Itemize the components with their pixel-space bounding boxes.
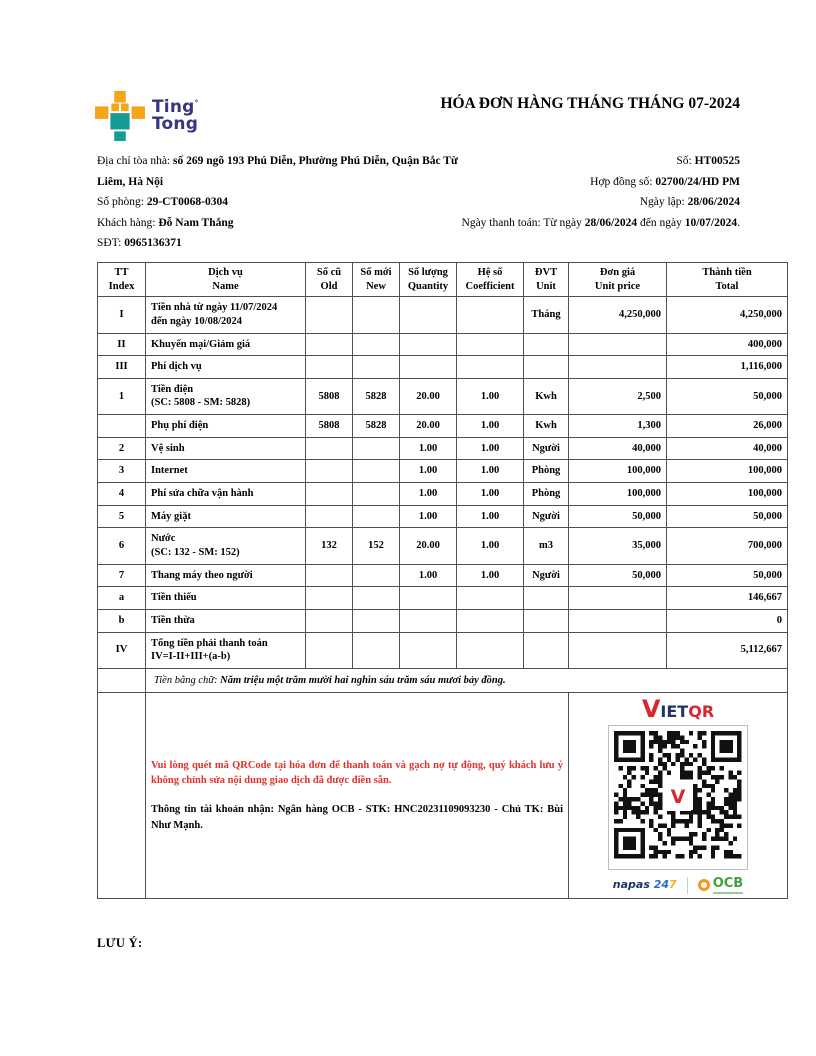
column-header: Số lượng Quantity	[400, 263, 457, 297]
cell-old-reading	[306, 587, 353, 610]
table-row	[98, 564, 788, 587]
cell-index: 5	[98, 505, 146, 528]
cell-service-name: Phụ phí điện	[146, 415, 306, 438]
table-row	[98, 297, 788, 333]
qr-footer	[613, 877, 743, 894]
cell-new-reading	[353, 437, 400, 460]
cell-unit-price: 40,000	[569, 437, 667, 460]
ocb-logo-icon	[698, 879, 710, 891]
cell-unit: Kwh	[524, 378, 569, 414]
bank-account-info: Thông tin tài khoản nhận: Ngân hàng OCB - STK: HNC20231109093230 - Chủ TK: Bùi Như Mạnh.	[151, 804, 563, 831]
column-header: Số cũ Old	[306, 263, 353, 297]
customer-name: Khách hàng: Đỗ Nam Thắng	[97, 216, 234, 229]
invoice-number: Số: HT00525	[676, 155, 740, 167]
payment-period: Ngày thanh toán: Từ ngày 28/06/2024 đến ngày 10/07/2024.	[461, 216, 740, 229]
cell-coefficient: 1.00	[457, 415, 524, 438]
cell-unit-price: 50,000	[569, 505, 667, 528]
cell-coefficient	[457, 333, 524, 356]
cell-total: 50,000	[667, 505, 788, 528]
cell-unit-price: 35,000	[569, 528, 667, 564]
amount-in-words-row	[98, 668, 788, 693]
cell-quantity	[400, 333, 457, 356]
cell-index: 7	[98, 564, 146, 587]
qr-payment-warning: Vui lòng quét mã QRCode tại hóa đơn để thanh toán và gạch nợ tự động, quý khách lưu ý không chỉnh sửa nội dung giao dịch đã được điền sẵn.	[151, 759, 563, 787]
invoice-table	[97, 262, 788, 899]
cell-unit-price: 1,300	[569, 415, 667, 438]
notes-heading: LƯU Ý:	[97, 936, 143, 950]
cell-quantity	[400, 297, 457, 333]
table-row	[98, 356, 788, 379]
table-row	[98, 632, 788, 668]
cell-new-reading	[353, 587, 400, 610]
cell-coefficient: 1.00	[457, 528, 524, 564]
logo-reg-mark: °	[194, 98, 199, 108]
cell-unit	[524, 632, 569, 668]
cell-index: 3	[98, 460, 146, 483]
cell-quantity	[400, 609, 457, 632]
column-header: Số mới New	[353, 263, 400, 297]
cell-coefficient	[457, 587, 524, 610]
column-header: Thành tiền Total	[667, 263, 788, 297]
cell-service-name: Thang máy theo người	[146, 564, 306, 587]
cell-new-reading: 152	[353, 528, 400, 564]
table-row	[98, 587, 788, 610]
cell-old-reading	[306, 564, 353, 587]
cell-old-reading	[306, 297, 353, 333]
cell-coefficient: 1.00	[457, 483, 524, 506]
cell-unit	[524, 609, 569, 632]
contract-number: Hợp đồng số: 02700/24/HD PM	[590, 175, 740, 188]
napas-247-logo: napas 247	[612, 878, 677, 892]
cell-new-reading	[353, 460, 400, 483]
cell-new-reading	[353, 564, 400, 587]
cell-new-reading	[353, 632, 400, 668]
cell-coefficient	[457, 632, 524, 668]
building-address: Địa chỉ tòa nhà: số 269 ngõ 193 Phú Diễn, Phường Phú Diễn, Quận Bắc Từ Liêm, Hà Nội	[97, 155, 458, 188]
tingtong-logo-icon	[95, 90, 145, 142]
cell-service-name: Nước (SC: 132 - SM: 152)	[146, 528, 306, 564]
cell-total: 50,000	[667, 564, 788, 587]
table-row	[98, 415, 788, 438]
cell-unit-price	[569, 632, 667, 668]
column-header: ĐVT Unit	[524, 263, 569, 297]
cell-coefficient: 1.00	[457, 564, 524, 587]
cell-service-name: Tiền thiếu	[146, 587, 306, 610]
tingtong-logo	[95, 90, 199, 142]
cell-index: 2	[98, 437, 146, 460]
cell-old-reading	[306, 460, 353, 483]
cell-unit: Người	[524, 505, 569, 528]
vietqr-panel	[569, 693, 788, 898]
cell-quantity: 1.00	[400, 483, 457, 506]
cell-new-reading	[353, 505, 400, 528]
cell-unit: Phòng	[524, 460, 569, 483]
cell-service-name: Khuyến mại/Giảm giá	[146, 333, 306, 356]
table-row	[98, 460, 788, 483]
cell-index: 1	[98, 378, 146, 414]
cell-quantity: 20.00	[400, 378, 457, 414]
invoice-title: HÓA ĐƠN HÀNG THÁNG THÁNG 07-2024	[440, 95, 740, 112]
cell-service-name: Phí dịch vụ	[146, 356, 306, 379]
qr-code	[608, 725, 748, 869]
column-header: Hệ số Coefficient	[457, 263, 524, 297]
invoice-meta	[395, 151, 740, 233]
cell-coefficient	[457, 609, 524, 632]
cell-service-name: Tiền thừa	[146, 609, 306, 632]
cell-coefficient	[457, 297, 524, 333]
table-row	[98, 437, 788, 460]
table-row	[98, 528, 788, 564]
cell-service-name: Phí sửa chữa vận hành	[146, 483, 306, 506]
cell-total: 700,000	[667, 528, 788, 564]
room-number: Số phòng: 29-CT0068-0304	[97, 196, 228, 208]
table-row	[98, 333, 788, 356]
divider	[687, 877, 688, 894]
cell-unit	[524, 587, 569, 610]
header	[95, 90, 740, 142]
ocb-subtext	[713, 892, 743, 894]
cell-index: IV	[98, 632, 146, 668]
cell-index: I	[98, 297, 146, 333]
cell-total: 40,000	[667, 437, 788, 460]
cell-quantity	[400, 632, 457, 668]
cell-unit: Phòng	[524, 483, 569, 506]
cell-old-reading	[306, 632, 353, 668]
vietqr-center-v-icon: V	[665, 785, 691, 811]
column-header: Dịch vụ Name	[146, 263, 306, 297]
tingtong-logo-text: Ting° Tong	[152, 97, 199, 134]
cell-service-name: Tổng tiền phải thanh toán IV=I-II+III+(a-b)	[146, 632, 306, 668]
cell-index: 6	[98, 528, 146, 564]
cell-total: 100,000	[667, 460, 788, 483]
table-row	[98, 483, 788, 506]
amount-in-words: Tiền bằng chữ: Năm triệu một trăm mười hai nghìn sáu trăm sáu mươi bảy đồng.	[146, 668, 788, 693]
column-header: TT Index	[98, 263, 146, 297]
table-row	[98, 378, 788, 414]
cell-unit-price: 100,000	[569, 460, 667, 483]
cell-unit	[524, 333, 569, 356]
cell-service-name: Internet	[146, 460, 306, 483]
cell-total: 4,250,000	[667, 297, 788, 333]
cell-service-name: Máy giặt	[146, 505, 306, 528]
cell-new-reading	[353, 333, 400, 356]
issue-date: Ngày lập: 28/06/2024	[639, 196, 740, 208]
cell-coefficient: 1.00	[457, 505, 524, 528]
payment-row	[98, 693, 788, 898]
cell-index: II	[98, 333, 146, 356]
cell-new-reading: 5828	[353, 415, 400, 438]
ocb-logo: OCB	[698, 877, 744, 894]
cell-quantity: 1.00	[400, 564, 457, 587]
cell-index: 4	[98, 483, 146, 506]
invoice-table-head-row	[98, 263, 788, 297]
cell-unit-price	[569, 609, 667, 632]
cell-old-reading	[306, 483, 353, 506]
cell-total: 100,000	[667, 483, 788, 506]
cell-quantity	[400, 356, 457, 379]
cell-unit: Người	[524, 437, 569, 460]
table-row	[98, 609, 788, 632]
cell-old-reading: 5808	[306, 415, 353, 438]
cell-unit: Tháng	[524, 297, 569, 333]
cell-unit-price	[569, 587, 667, 610]
cell-old-reading	[306, 333, 353, 356]
cell-old-reading	[306, 609, 353, 632]
customer-phone: SĐT: 0965136371	[97, 237, 182, 249]
cell-unit-price: 100,000	[569, 483, 667, 506]
cell-new-reading	[353, 483, 400, 506]
cell-total: 50,000	[667, 378, 788, 414]
cell-quantity: 20.00	[400, 415, 457, 438]
cell-total: 146,667	[667, 587, 788, 610]
cell-total: 5,112,667	[667, 632, 788, 668]
column-header: Đơn giá Unit price	[569, 263, 667, 297]
cell-quantity	[400, 587, 457, 610]
cell-quantity: 1.00	[400, 437, 457, 460]
cell-coefficient	[457, 356, 524, 379]
cell-new-reading	[353, 297, 400, 333]
cell-quantity: 20.00	[400, 528, 457, 564]
cell-unit-price: 2,500	[569, 378, 667, 414]
cell-unit-price: 4,250,000	[569, 297, 667, 333]
cell-old-reading: 132	[306, 528, 353, 564]
cell-unit	[524, 356, 569, 379]
cell-unit: Người	[524, 564, 569, 587]
cell-unit: Kwh	[524, 415, 569, 438]
cell-unit-price	[569, 356, 667, 379]
cell-total: 0	[667, 609, 788, 632]
empty-cell	[98, 693, 146, 898]
payment-instructions	[146, 693, 569, 898]
cell-index: b	[98, 609, 146, 632]
cell-coefficient: 1.00	[457, 437, 524, 460]
cell-total: 1,116,000	[667, 356, 788, 379]
cell-coefficient: 1.00	[457, 378, 524, 414]
cell-service-name: Tiền nhà từ ngày 11/07/2024 đến ngày 10/08/2024	[146, 297, 306, 333]
cell-old-reading: 5808	[306, 378, 353, 414]
cell-total: 400,000	[667, 333, 788, 356]
cell-coefficient: 1.00	[457, 460, 524, 483]
cell-new-reading: 5828	[353, 378, 400, 414]
cell-unit-price	[569, 333, 667, 356]
table-row	[98, 505, 788, 528]
cell-old-reading	[306, 356, 353, 379]
cell-quantity: 1.00	[400, 505, 457, 528]
cell-quantity: 1.00	[400, 460, 457, 483]
vietqr-logo: VIETQR	[641, 695, 715, 724]
cell-service-name: Tiền điện (SC: 5808 - SM: 5828)	[146, 378, 306, 414]
cell-new-reading	[353, 356, 400, 379]
cell-old-reading	[306, 437, 353, 460]
cell-index: III	[98, 356, 146, 379]
cell-total: 26,000	[667, 415, 788, 438]
empty-cell	[98, 668, 146, 693]
cell-unit: m3	[524, 528, 569, 564]
cell-index: a	[98, 587, 146, 610]
cell-service-name: Vệ sinh	[146, 437, 306, 460]
cell-index	[98, 415, 146, 438]
cell-new-reading	[353, 609, 400, 632]
cell-unit-price: 50,000	[569, 564, 667, 587]
cell-old-reading	[306, 505, 353, 528]
